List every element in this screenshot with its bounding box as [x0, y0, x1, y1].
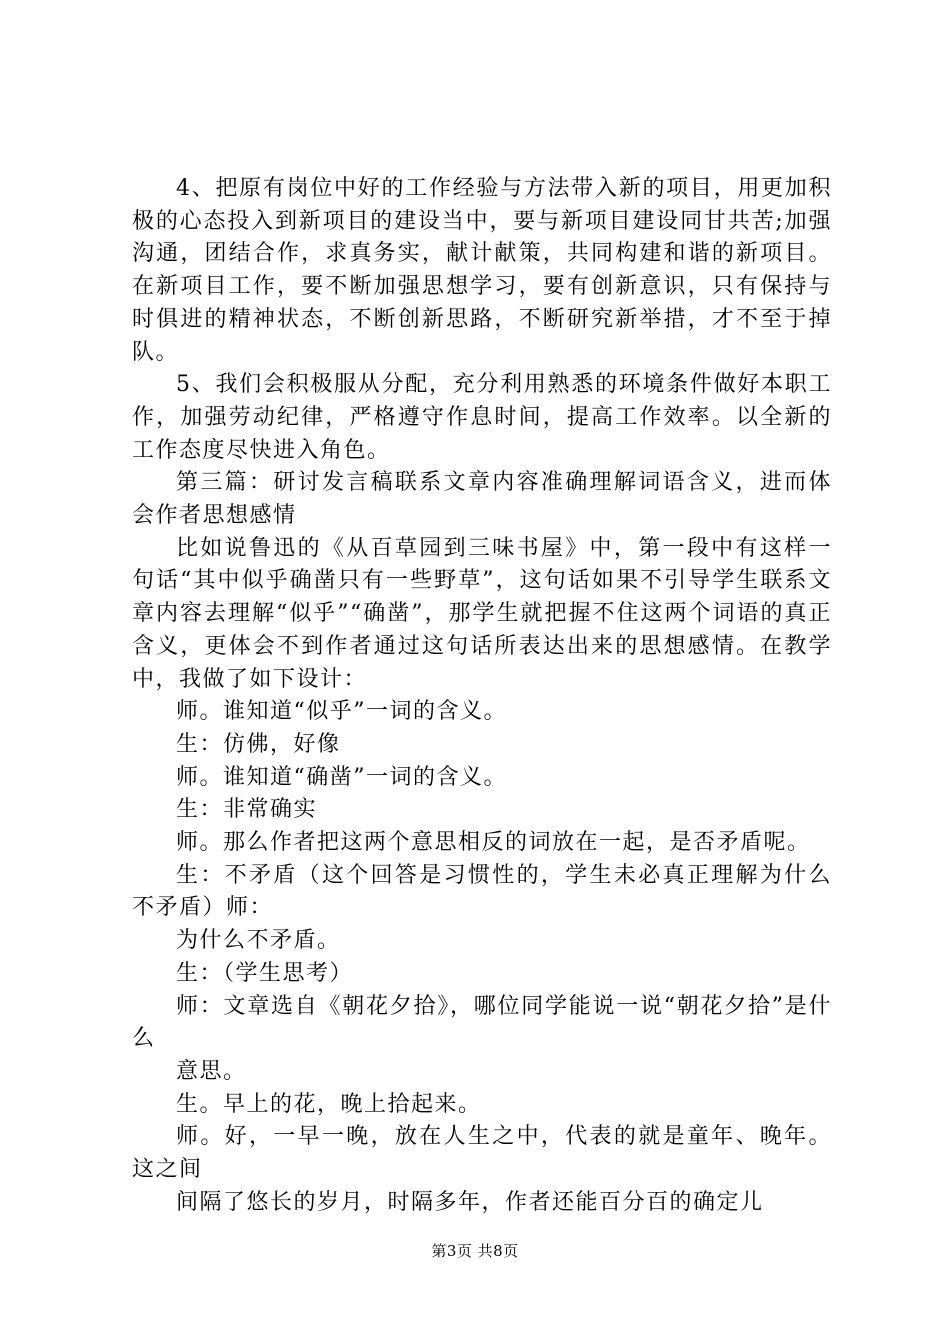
dialogue-line: 间隔了悠长的岁月，时隔多年，作者还能百分百的确定儿 [176, 1189, 764, 1215]
dialogue-line: 师：文章选自《朝花夕拾》，哪位同学能说一说“朝花夕拾”是什么 [132, 993, 832, 1052]
dialogue-line: 生：非常确实 [176, 797, 318, 823]
dialogue-line: 生：仿佛，好像 [176, 731, 341, 757]
dialogue-line: 师。谁知道“似乎”一词的含义。 [176, 699, 507, 725]
dialogue-line: 意思。 [176, 1058, 247, 1084]
dialogue-line: 为什么不矛盾。 [176, 928, 341, 954]
dialogue-line: 师。好，一早一晚，放在人生之中，代表的就是童年、晚年。这之间 [132, 1124, 832, 1183]
dialogue-line: 师。那么作者把这两个意思相反的词放在一起，是否矛盾呢。 [176, 830, 811, 856]
body-text [132, 173, 832, 1220]
paragraph-intro: 比如说鲁迅的《从百草园到三味书屋》中，第一段中有这样一句话“其中似乎确凿只有一些野草”，这句话如果不引导学生联系文章内容去理解“似乎”“确凿”，那学生就把握不住这两个词语的真正含义，更体会不到作者通过这句话所表达出来的思想感情。在教学中，我做了如下设计： [132, 535, 832, 692]
dialogue-line: 生。早上的花，晚上拾起来。 [176, 1091, 482, 1117]
dialogue-line: 师。谁知道“确凿”一词的含义。 [176, 764, 507, 790]
paragraph-item-4: 4、把原有岗位中好的工作经验与方法带入新的项目，用更加积极的心态投入到新项目的建设当中，要与新项目建设同甘共苦;加强沟通，团结合作，求真务实，献计献策，共同构建和谐的新项目。在新项目工作，要不断加强思想学习，要有创新意识，只有保持与时俱进的精神状态，不断创新思路，不断研究新举措，才不至于掉队。 [132, 176, 832, 365]
dialogue-line: 生：不矛盾（这个回答是习惯性的，学生未必真正理解为什么不矛盾）师： [132, 862, 832, 921]
section-heading: 第三篇：研讨发言稿联系文章内容准确理解词语含义，进而体会作者思想感情 [132, 470, 832, 529]
paragraph-item-5: 5、我们会积极服从分配，充分利用熟悉的环境条件做好本职工作，加强劳动纪律，严格遵守作息时间，提高工作效率。以全新的工作态度尽快进入角色。 [132, 372, 832, 463]
page-number-footer: 第3页 共8页 [431, 1242, 519, 1260]
dialogue-line: 生：（学生思考） [176, 960, 354, 986]
